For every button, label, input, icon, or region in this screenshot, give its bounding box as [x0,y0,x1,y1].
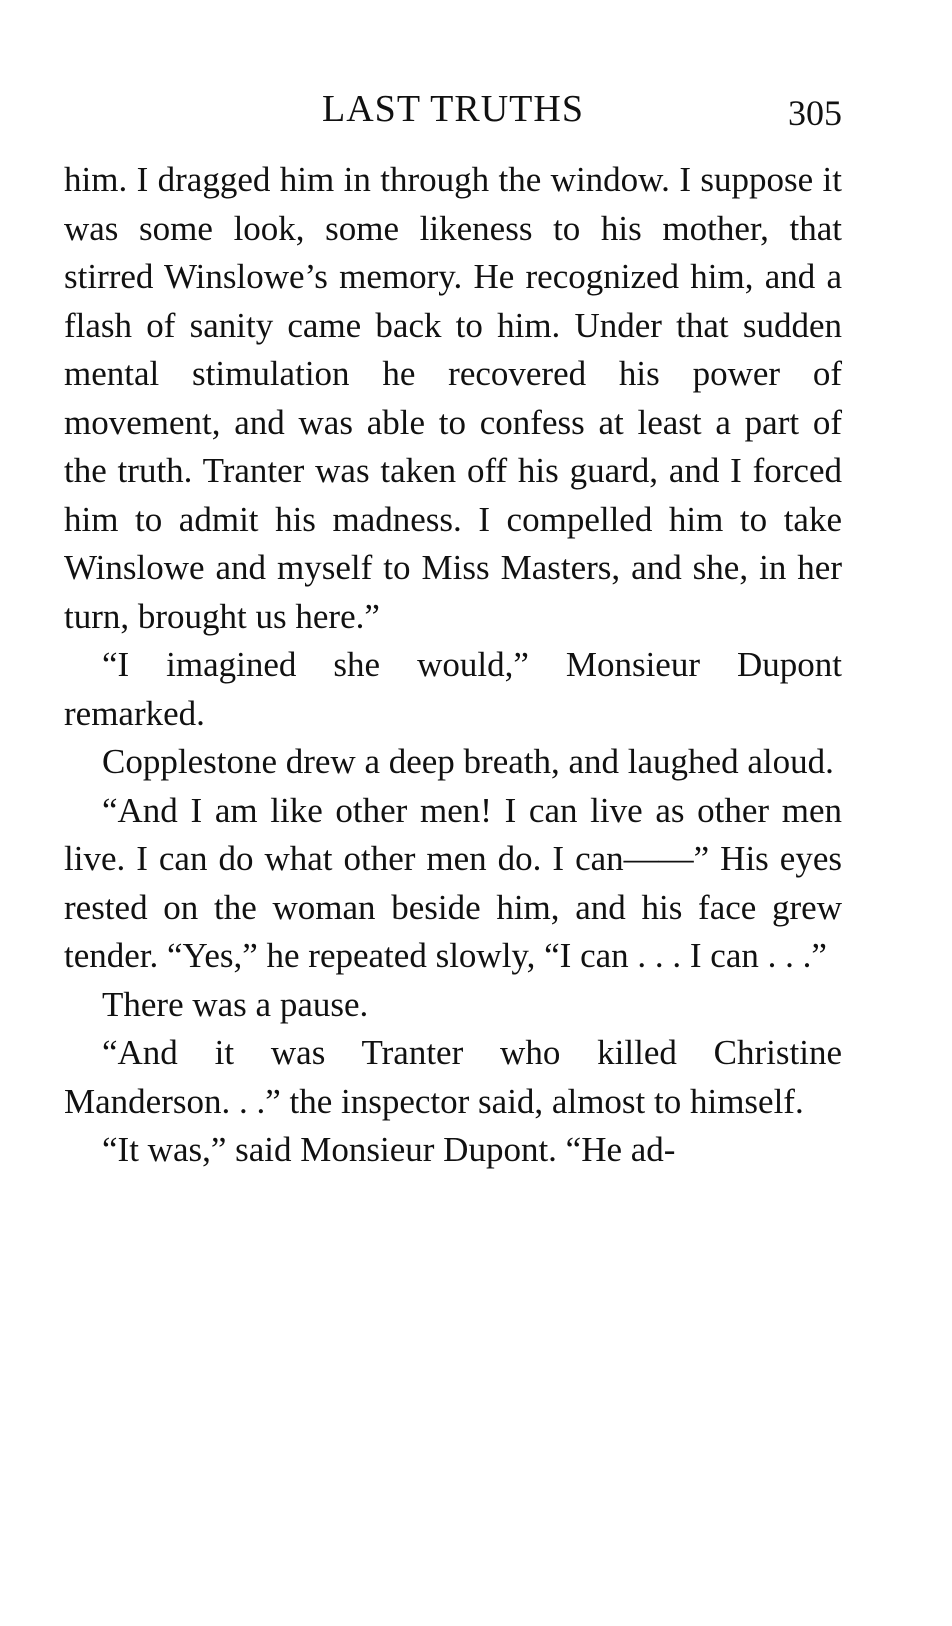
body-text [64,156,842,1175]
paragraph: “I imagined she would,” Monsieur Dupont remarked. [64,645,842,733]
paragraph: him. I dragged him in through the window. I suppose it was some look, some likeness to his mother, that stirred Winslowe’s memory. He recognized him, and a flash of sanity came back to him. Under that sudden mental stimulation he recovered his power of movement, and was able to confess at least a part of the truth. Tranter was taken off his guard, and I forced him to admit his madness. I compelled him to take Winslowe and myself to Miss Masters, and she, in her turn, brought us here.” [64,160,842,636]
paragraph: Copplestone drew a deep breath, and laughed aloud. [102,742,834,781]
paragraph: “It was,” said Monsieur Dupont. “He ad- [102,1130,676,1169]
page-header [64,84,842,134]
page-number: 305 [788,93,842,133]
running-title: LAST TRUTHS [322,88,584,130]
paragraph: “And it was Tranter who killed Christine Manderson. . .” the inspector said, almost to himself. [64,1033,842,1121]
paragraph: “And I am like other men! I can live as other men live. I can do what other men do. I can——” His eyes rested on the woman beside him, and his face grew tender. “Yes,” he repeated slowly, “I can . . . I can . . .” [64,790,842,975]
paragraph: There was a pause. [102,984,369,1024]
